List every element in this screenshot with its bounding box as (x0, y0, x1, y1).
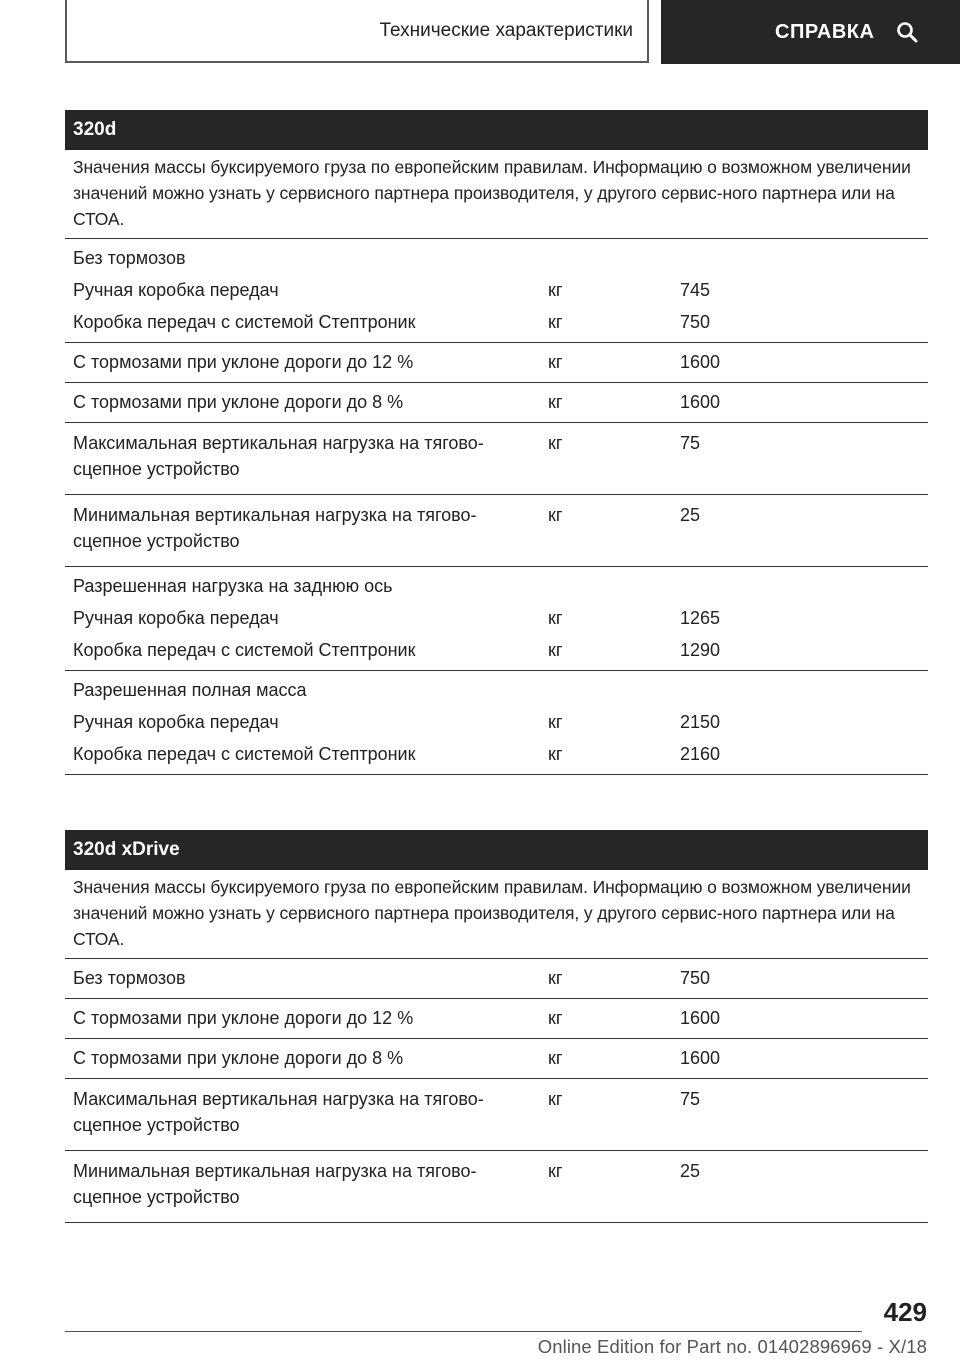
group-heading: Разрешенная полная масса (73, 680, 307, 700)
section-title-320d: 320d (65, 110, 928, 150)
page-number: 429 (883, 1297, 927, 1327)
footer-edition: Online Edition for Part no. 01402896969 - X/18 (537, 1336, 927, 1357)
table-row: Ручная коробка передач кг 745 (73, 280, 711, 300)
table-row: Без тормозов кг 750 (65, 959, 928, 999)
table-row: Максимальная вертикальная нагрузка на тягово-сцепное устройство кг 75 (65, 423, 928, 495)
section-description: Значения массы буксируемого груза по европейским правилам. Информацию о возможном увеличении значений можно узнать у сервисного партнера производителя, у другого сервис-ного партнера или на СТОА. (65, 870, 928, 959)
table-row: Коробка передач с системой Стептроник кг 1290 (65, 631, 928, 671)
table-row: Минимальная вертикальная нагрузка на тягово-сцепное устройство кг 25 (65, 495, 928, 567)
footer-divider (65, 1331, 862, 1332)
reference-nav-button[interactable] (661, 0, 960, 64)
table-row: С тормозами при уклоне дороги до 8 % кг 1600 (65, 1039, 928, 1079)
spec-table-320d (65, 110, 928, 775)
section-description: Значения массы буксируемого груза по европейским правилам. Информацию о возможном увеличении значений можно узнать у сервисного партнера производителя, у другого сервис-ного партнера или на СТОА. (65, 150, 928, 239)
group-heading: Без тормозов (73, 248, 186, 268)
reference-label: СПРАВКА (775, 20, 875, 43)
table-row: Ручная коробка передач кг 2150 (73, 712, 721, 732)
spec-table-320d-xdrive (65, 830, 928, 1223)
table-row: Максимальная вертикальная нагрузка на тягово-сцепное устройство кг 75 (65, 1079, 928, 1151)
table-row: С тормозами при уклоне дороги до 12 % кг 1600 (65, 343, 928, 383)
section-title-320d-xdrive: 320d xDrive (65, 830, 928, 870)
table-row: Ручная коробка передач кг 1265 (73, 608, 721, 628)
table-row: Коробка передач с системой Стептроник кг 2160 (65, 735, 928, 775)
section-title: Технические характеристики (379, 19, 633, 41)
search-icon[interactable] (896, 21, 918, 43)
table-row: Коробка передач с системой Стептроник кг 750 (65, 303, 928, 343)
table-row: Минимальная вертикальная нагрузка на тягово-сцепное устройство кг 25 (65, 1151, 928, 1223)
table-row: С тормозами при уклоне дороги до 12 % кг 1600 (65, 999, 928, 1039)
table-row: С тормозами при уклоне дороги до 8 % кг 1600 (65, 383, 928, 423)
group-heading: Разрешенная нагрузка на заднюю ось (73, 576, 393, 596)
running-header (65, 0, 649, 63)
